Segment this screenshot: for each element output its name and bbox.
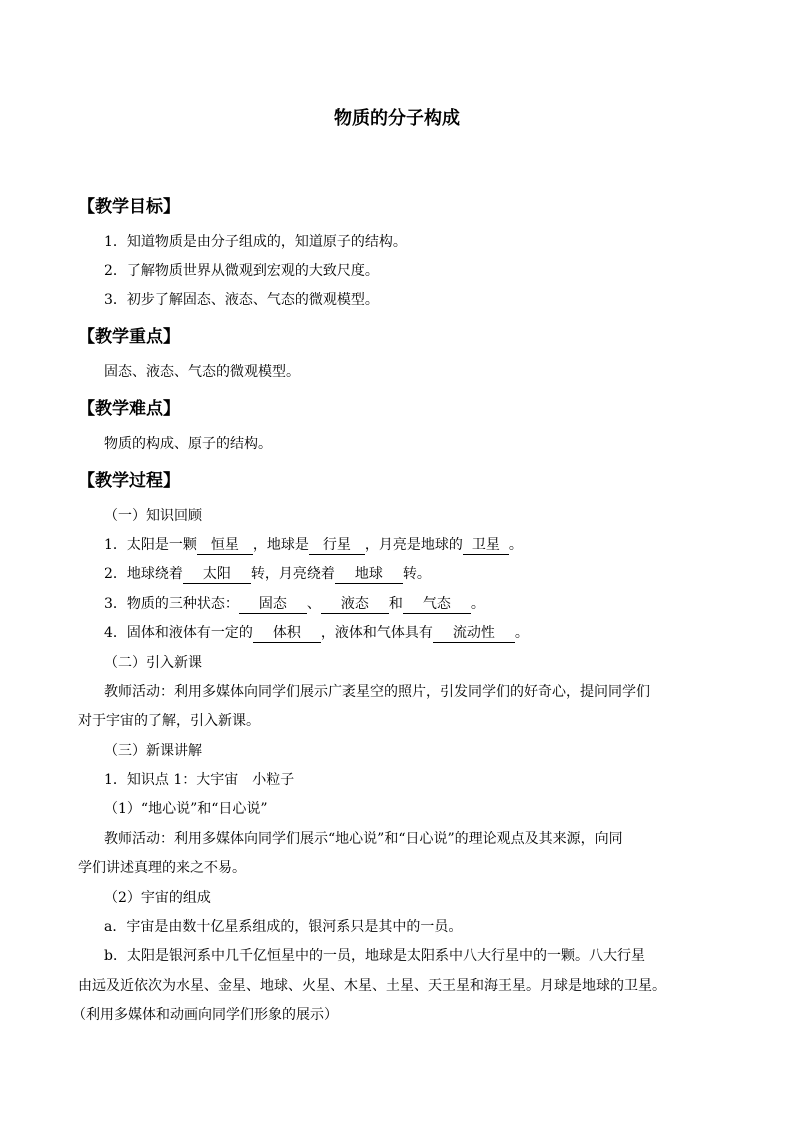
answer-blank: 太阳 (183, 565, 251, 584)
page-title: 物质的分子构成 (334, 108, 460, 129)
answer-blank: 地球 (335, 565, 403, 584)
answer-blank: 行星 (309, 536, 365, 555)
goal-item-2: 2．了解物质世界从微观到宏观的大致尺度。 (104, 263, 379, 279)
section-heading-goals: 【教学目标】 (78, 197, 180, 217)
subsection-universe: （2）宇宙的组成 (104, 890, 211, 906)
section-heading-key-points: 【教学重点】 (78, 327, 180, 347)
universe-item-a: a．宇宙是由数十亿星系组成的，银河系只是其中的一员。 (104, 919, 463, 935)
goal-item-1: 1．知道物质是由分子组成的，知道原子的结构。 (104, 234, 407, 250)
answer-blank: 卫星 (463, 536, 509, 555)
section-heading-process: 【教学过程】 (78, 471, 180, 491)
answer-blank: 流动性 (433, 624, 515, 643)
answer-blank: 体积 (253, 624, 321, 643)
universe-item-b-line-2: 由远及近依次为水星、金星、地球、火星、木星、土星、天王星和海王星。月球是地球的卫星。 (78, 978, 666, 994)
intro-label: （二）引入新课 (104, 655, 202, 671)
intro-activity-line-1: 教师活动：利用多媒体向同学们展示广袤星空的照片，引发同学们的好奇心，提问同学们 (104, 684, 650, 700)
universe-item-b-line-1: b．太阳是银河系中几千亿恒星中的一员，地球是太阳系中八大行星中的一颗。八大行星 (104, 948, 645, 964)
section-heading-difficulties: 【教学难点】 (78, 399, 180, 419)
difficulties-text: 物质的构成、原子的结构。 (104, 436, 272, 452)
review-label: （一）知识回顾 (104, 508, 202, 524)
review-question-3: 3．物质的三种状态： 固态 、 液态 和 气态 。 (104, 596, 485, 612)
answer-blank: 恒星 (197, 536, 253, 555)
lesson-activity-line-2: 学们讲述真理的来之不易。 (78, 860, 246, 876)
goal-item-3: 3．初步了解固态、液态、气态的微观模型。 (104, 292, 379, 308)
subsection-geocentric: （1）“地心说”和“日心说” (104, 801, 268, 817)
intro-activity-line-2: 对于宇宙的了解，引入新课。 (78, 713, 260, 729)
answer-blank: 固态 (239, 595, 307, 614)
answer-blank: 液态 (321, 595, 389, 614)
lesson-activity-line-1: 教师活动：利用多媒体向同学们展示“地心说”和“日心说”的理论观点及其来源，向同 (104, 831, 623, 847)
answer-blank: 气态 (403, 595, 471, 614)
universe-item-b-line-3: （利用多媒体和动画向同学们形象的展示） (72, 1007, 338, 1023)
review-question-1: 1．太阳是一颗 恒星 ，地球是 行星 ，月亮是地球的 卫星 。 (104, 537, 523, 553)
review-question-4: 4．固体和液体有一定的 体积 ，液体和气体具有 流动性 。 (104, 625, 529, 641)
review-question-2: 2．地球绕着 太阳 转，月亮绕着 地球 转。 (104, 566, 431, 582)
knowledge-point-1: 1．知识点 1：大宇宙 小粒子 (104, 772, 295, 788)
key-points-text: 固态、液态、气态的微观模型。 (104, 364, 300, 380)
lesson-label: （三）新课讲解 (104, 743, 202, 759)
